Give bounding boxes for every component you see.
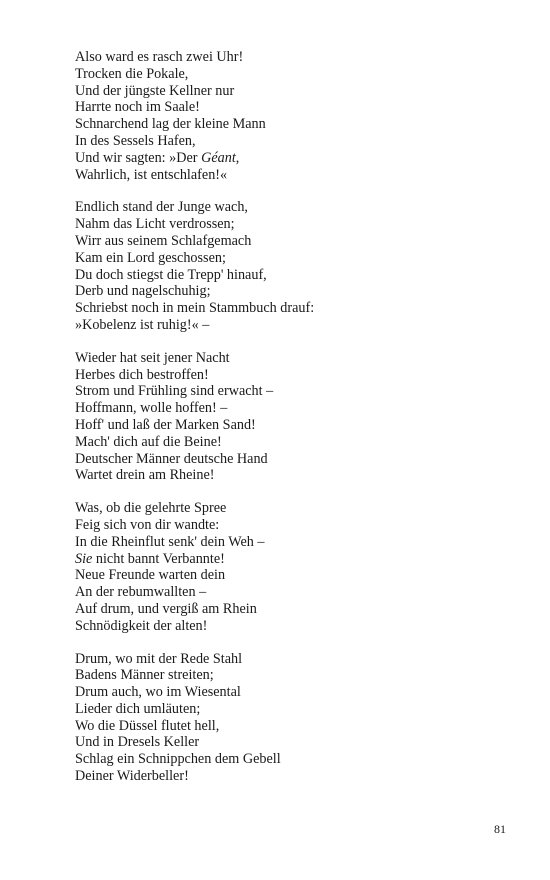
line-text: Wo die Düssel flutet hell,: [75, 717, 220, 734]
line-text: Neue Freunde warten dein: [75, 567, 226, 584]
line-text: Deutscher Männer deutsche Hand: [75, 450, 268, 467]
line-text: »Kobelenz ist ruhig!« –: [75, 316, 210, 333]
line-text: Drum, wo mit der Rede Stahl: [75, 650, 243, 667]
line-text: Derb und nagelschuhig;: [75, 283, 211, 300]
line-text: Deiner Widerbeller!: [75, 768, 189, 785]
poem-line: [75, 49, 515, 66]
poem-line: [75, 567, 515, 584]
line-text: Und der jüngste Kellner nur: [75, 82, 235, 99]
line-text: Kam ein Lord geschossen;: [75, 249, 226, 266]
line-text: Hoff' und laß der Marken Sand!: [75, 416, 256, 433]
poem-line: [75, 684, 515, 701]
line-text: Hoffmann, wolle hoffen! –: [75, 400, 228, 417]
poem-line: [75, 618, 515, 635]
stanza: [75, 500, 515, 634]
poem-line: [75, 751, 515, 768]
poem-line: [75, 367, 515, 384]
poem-line: [75, 434, 515, 451]
line-text: nicht bannt Verbannte!: [92, 550, 225, 567]
line-text: Also ward es rasch zwei Uhr!: [75, 49, 244, 65]
poem-line: [75, 167, 515, 184]
line-text: Schnarchend lag der kleine Mann: [75, 116, 266, 133]
line-text: Lieder dich umläuten;: [75, 700, 201, 717]
line-text: Wieder hat seit jener Nacht: [75, 349, 230, 366]
line-text: Wartet drein am Rheine!: [75, 467, 215, 484]
poem-line: [75, 601, 515, 618]
line-text: Auf drum, und vergiß am Rhein: [75, 600, 257, 617]
line-text: Und in Dresels Keller: [75, 734, 200, 751]
line-text: Feig sich von dir wandte:: [75, 516, 220, 533]
line-text: ,: [235, 149, 240, 166]
stanza: [75, 350, 515, 484]
poem-line: [75, 133, 515, 150]
line-text: Drum auch, wo im Wiesental: [75, 684, 241, 701]
poem-line: [75, 233, 515, 250]
poem-line: [75, 283, 515, 300]
line-text: Badens Männer streiten;: [75, 667, 214, 684]
poem-text: [75, 49, 515, 801]
poem-line: [75, 551, 515, 568]
poem-line: [75, 768, 515, 785]
poem-line: [75, 150, 515, 167]
poem-line: [75, 584, 515, 601]
line-text: Strom und Frühling sind erwacht –: [75, 383, 274, 400]
poem-line: [75, 83, 515, 100]
page-number: 81: [494, 822, 506, 836]
italic-text: Géant: [201, 149, 236, 166]
poem-line: [75, 216, 515, 233]
line-text: An der rebumwallten –: [75, 584, 207, 601]
poem-line: [75, 66, 515, 83]
poem-line: [75, 451, 515, 468]
line-text: Trocken die Pokale,: [75, 65, 189, 82]
poem-line: [75, 701, 515, 718]
poem-line: [75, 534, 515, 551]
line-text: Herbes dich bestroffen!: [75, 366, 209, 383]
poem-line: [75, 500, 515, 517]
line-text: Und wir sagten: »Der: [75, 149, 202, 166]
poem-line: [75, 250, 515, 267]
line-text: Schriebst noch in mein Stammbuch drauf:: [75, 300, 315, 317]
line-text: Schlag ein Schnippchen dem Gebell: [75, 751, 281, 768]
line-text: Endlich stand der Junge wach,: [75, 199, 248, 216]
poem-line: [75, 116, 515, 133]
poem-line: [75, 267, 515, 284]
line-text: In des Sessels Hafen,: [75, 132, 196, 149]
line-text: In die Rheinflut senk' dein Weh –: [75, 533, 265, 550]
poem-line: [75, 317, 515, 334]
stanza: [75, 651, 515, 785]
poem-line: [75, 517, 515, 534]
line-text: Wahrlich, ist entschlafen!«: [75, 166, 228, 183]
line-text: Du doch stiegst die Trepp' hinauf,: [75, 266, 267, 283]
line-text: Wirr aus seinem Schlafgemach: [75, 232, 252, 249]
stanza: [75, 199, 515, 333]
poem-line: [75, 417, 515, 434]
poem-line: [75, 300, 515, 317]
poem-line: [75, 667, 515, 684]
stanza: [75, 49, 515, 183]
line-text: Schnödigkeit der alten!: [75, 617, 208, 634]
poem-line: [75, 199, 515, 216]
poem-line: [75, 734, 515, 751]
poem-line: [75, 467, 515, 484]
line-text: Was, ob die gelehrte Spree: [75, 500, 227, 517]
poem-line: [75, 383, 515, 400]
poem-line: [75, 651, 515, 668]
line-text: Mach' dich auf die Beine!: [75, 433, 222, 450]
poem-line: [75, 400, 515, 417]
poem-line: [75, 718, 515, 735]
italic-text: Sie: [75, 550, 93, 567]
poem-line: [75, 350, 515, 367]
line-text: Harrte noch im Saale!: [75, 99, 200, 116]
poem-line: [75, 99, 515, 116]
line-text: Nahm das Licht verdrossen;: [75, 216, 235, 233]
